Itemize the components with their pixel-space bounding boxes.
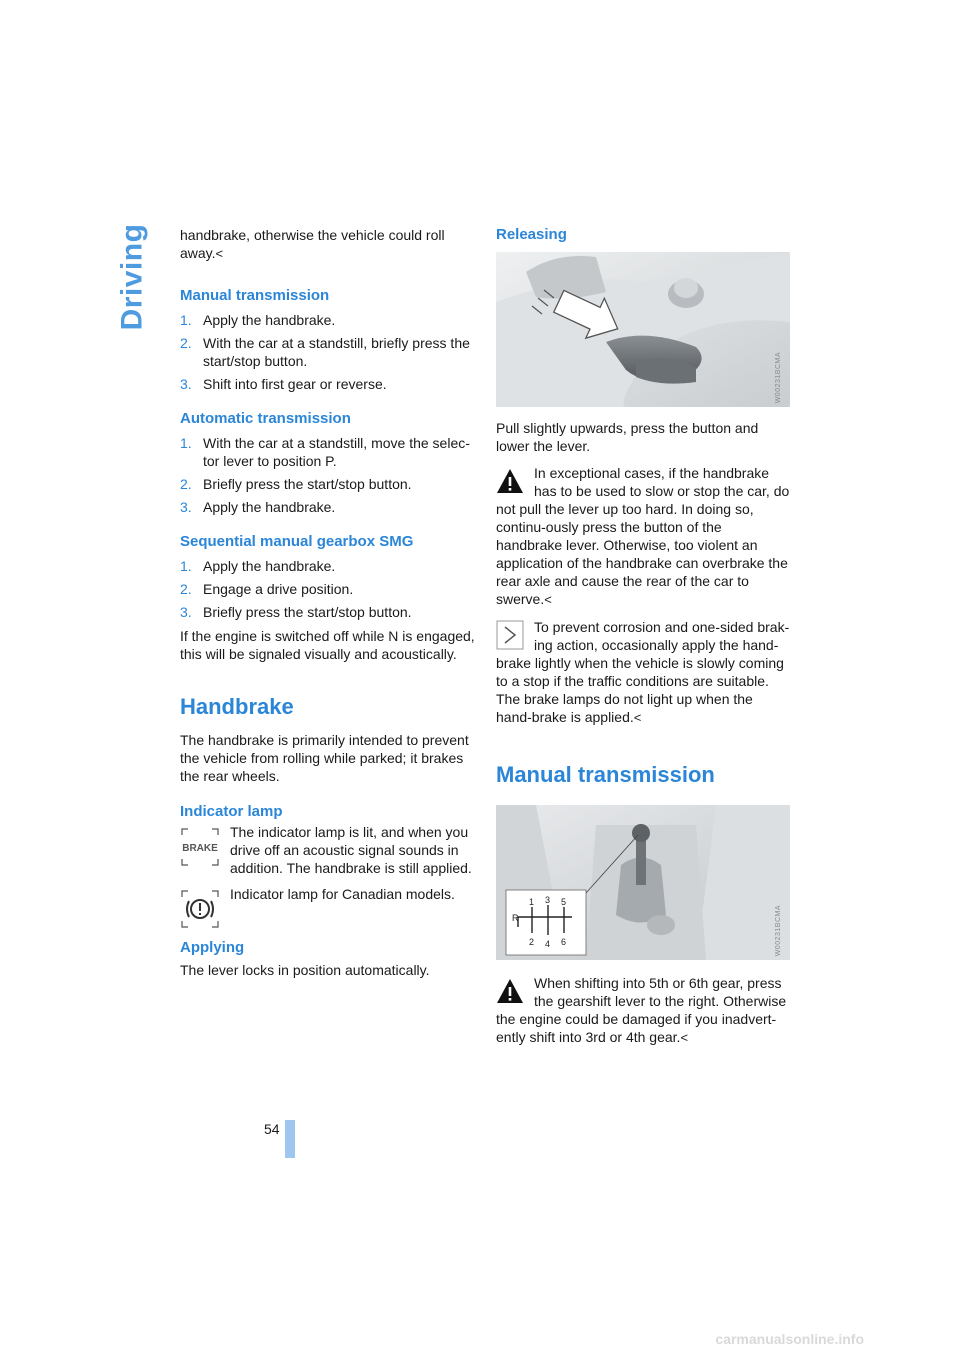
gearshift-warning-note: When shifting into 5th or 6th gear, press the gearshift lever to the right. Otherwise the engine could be damaged if you inadvert-ently shift into 3rd or 4th gear.< xyxy=(496,975,787,1045)
smg-heading: Sequential manual gearbox SMG xyxy=(180,533,414,550)
releasing-warning-note: In exceptional cases, if the handbrake has to be used to slow or stop the car, do not pull the lever up too hard. In doing so, continu-ously press the button of the handbrake lever. Otherwise, too violent an application of the handbrake can overbrake the rear axle and cause the rear of the car to swerve.< xyxy=(496,465,790,607)
svg-text:6: 6 xyxy=(561,937,567,947)
smg-steps-list xyxy=(180,557,476,621)
photo-code: W00231BCMA xyxy=(775,351,782,403)
svg-text:2: 2 xyxy=(529,937,535,947)
svg-text:5: 5 xyxy=(561,897,567,907)
canadian-brake-warning-icon xyxy=(180,889,220,933)
handbrake-release-photo xyxy=(496,252,790,407)
releasing-heading: Releasing xyxy=(496,226,567,243)
automatic-transmission-heading: Automatic transmission xyxy=(180,410,351,427)
releasing-text: Pull slightly upwards, press the button and lower the lever. xyxy=(496,420,759,454)
handbrake-heading: Handbrake xyxy=(180,694,294,719)
warning-triangle-icon xyxy=(496,466,524,496)
list-item: 3. Briefly press the start/stop button. xyxy=(180,604,412,620)
right-column xyxy=(496,226,790,1056)
svg-text:BRAKE: BRAKE xyxy=(182,843,218,854)
list-item: 1. With the car at a standstill, move the selec-tor lever to position P. xyxy=(180,435,470,469)
list-item: 3. Apply the handbrake. xyxy=(180,499,336,515)
photo-code: W00231BCMA xyxy=(775,904,782,956)
list-item: 2. Engage a drive position. xyxy=(180,581,354,597)
list-item: 1. Apply the handbrake. xyxy=(180,312,336,328)
automatic-steps-list xyxy=(180,434,476,516)
side-section-title: Driving xyxy=(115,223,149,331)
intro-text: handbrake, otherwise the vehicle could roll away.< xyxy=(180,227,445,261)
list-item: 1. Apply the handbrake. xyxy=(180,558,336,574)
page-number: 54 xyxy=(264,1121,280,1137)
warning-triangle-icon xyxy=(496,976,524,1006)
applying-heading: Applying xyxy=(180,939,245,956)
page-marker-bar xyxy=(285,1120,295,1158)
list-item: 2. With the car at a standstill, briefly press the start/stop button. xyxy=(180,335,470,369)
svg-text:1: 1 xyxy=(529,897,535,907)
manual-steps-list xyxy=(180,311,476,393)
brake-indicator-icon xyxy=(180,827,220,871)
end-mark: < xyxy=(215,246,224,261)
indicator-lamp-text: The indicator lamp is lit, and when you drive off an acoustic signal sounds in addition. The handbrake is still applied. xyxy=(230,824,472,876)
handbrake-text: The handbrake is primarily intended to prevent the vehicle from rolling while parked; it brakes the rear wheels. xyxy=(180,732,469,784)
indicator-lamp-heading: Indicator lamp xyxy=(180,803,283,820)
note-arrow-icon xyxy=(496,620,524,650)
svg-text:3: 3 xyxy=(545,895,551,905)
canadian-indicator-text: Indicator lamp for Canadian models. xyxy=(230,886,455,902)
applying-text: The lever locks in position automatically. xyxy=(180,962,430,978)
site-watermark: carmanualsonline.info xyxy=(715,1331,864,1347)
svg-text:R: R xyxy=(512,913,519,923)
left-column xyxy=(180,226,476,988)
neutral-note: If the engine is switched off while N is engaged, this will be signaled visually and acoustically. xyxy=(180,628,475,662)
list-item: 2. Briefly press the start/stop button. xyxy=(180,476,412,492)
manual-transmission-heading: Manual transmission xyxy=(180,287,330,304)
gearshift-photo xyxy=(496,805,790,960)
canadian-indicator-block xyxy=(180,885,476,925)
list-item: 3. Shift into first gear or reverse. xyxy=(180,376,387,392)
svg-text:4: 4 xyxy=(545,939,551,949)
releasing-tip-note: To prevent corrosion and one-sided brak-ing action, occasionally apply the hand-brake lightly when the vehicle is slowly coming to a stop if the traffic conditions are suitable. The brake lamps do not light up when the hand-brake is applied.< xyxy=(496,619,790,725)
indicator-lamp-block xyxy=(180,823,476,877)
manual-transmission-section-heading: Manual transmission xyxy=(496,762,715,787)
